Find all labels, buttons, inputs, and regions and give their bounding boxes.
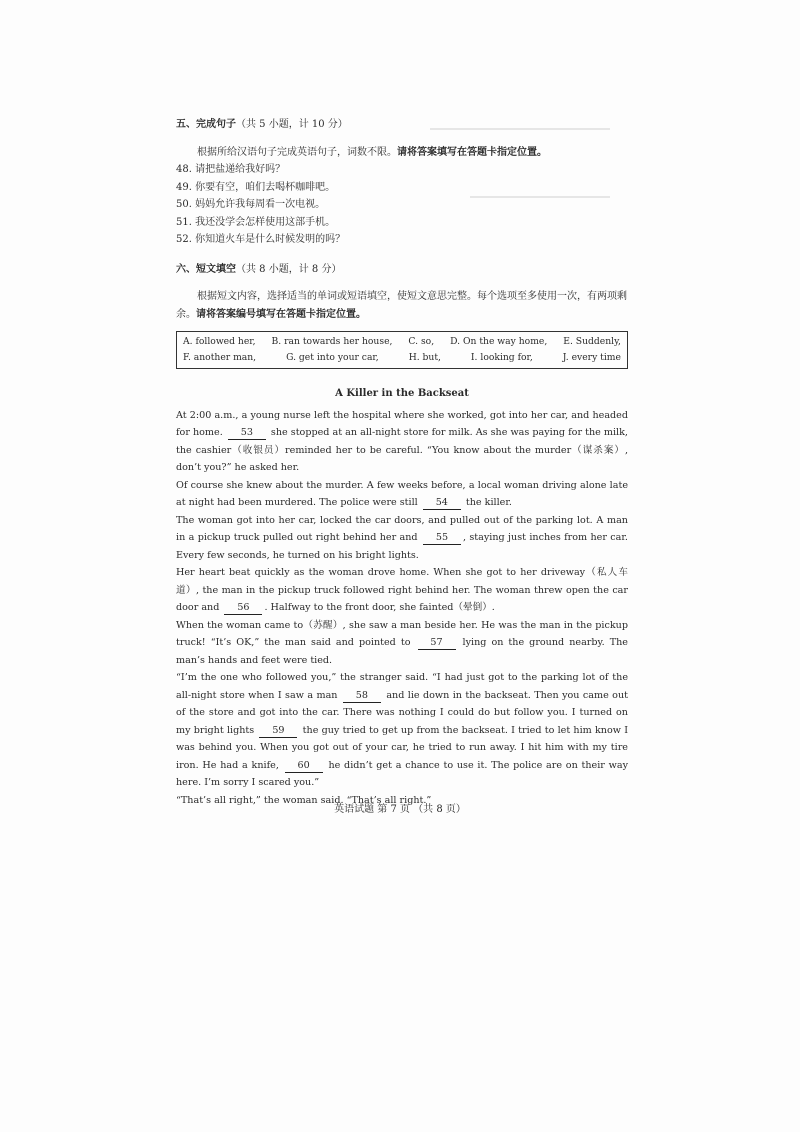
section-5-instruction	[176, 144, 628, 162]
section-6-instruction-bold: 请将答案编号填写在答题卡指定位置。	[196, 308, 366, 320]
blank-53: 53	[228, 427, 266, 440]
page-footer: 英语试题 第 7 页 （共 8 页）	[334, 804, 466, 815]
section-6-heading	[176, 261, 628, 279]
paragraph-text: When the woman came to（苏醒）, she saw a man beside her. He was the man in the pickup truck! “It’s OK,” the man said and pointed to	[176, 619, 628, 648]
blank-54: 54	[423, 497, 461, 510]
section-6-subtitle: （共 8 小题，计 8 分）	[236, 263, 342, 275]
option-f: F. another man,	[183, 352, 257, 363]
passage-paragraph-1	[176, 407, 628, 477]
passage-paragraph-3	[176, 512, 628, 565]
question-51: 51. 我还没学会怎样使用这部手机。	[176, 216, 336, 228]
blank-58: 58	[343, 690, 381, 703]
option-d: D. On the way home,	[450, 336, 548, 347]
passage-title: A Killer in the Backseat	[335, 388, 469, 399]
options-row-1	[183, 334, 621, 350]
option-e: E. Suddenly,	[563, 336, 621, 347]
option-c: C. so,	[408, 336, 435, 347]
passage-paragraph-7: “That’s all right,” the woman said. “That’s all right.”	[176, 794, 432, 806]
blank-57: 57	[418, 637, 456, 650]
section-5-instruction-text: 根据所给汉语句子完成英语句子，词数不限。	[197, 146, 397, 158]
section-5-subtitle: （共 5 小题，计 10 分）	[236, 119, 348, 130]
options-row-2	[183, 350, 621, 366]
option-g: G. get into your car,	[286, 352, 379, 363]
paragraph-text: , staying just inches from her car. Every few seconds, he turned on his bright lights.	[176, 532, 628, 561]
paragraph-text: she stopped at an all-night store for milk. As she was paying for the milk, the cashier（收银员）reminded her to be careful. “You know about the murder（谋杀案）, don’t you?” he asked her.	[176, 427, 628, 473]
blank-59: 59	[259, 725, 297, 738]
question-48: 48. 请把盐递给我好吗？	[176, 164, 286, 175]
option-i: I. looking for,	[470, 352, 533, 363]
option-b: B. ran towards her house,	[271, 336, 393, 347]
passage-paragraph-6	[176, 669, 628, 792]
blank-55: 55	[423, 532, 461, 545]
question-50: 50. 妈妈允许我每周看一次电视。	[176, 199, 326, 210]
passage-paragraph-5	[176, 617, 628, 670]
section-5-questions	[176, 161, 628, 249]
options-box	[176, 331, 628, 369]
paragraph-text: The woman got into her car, locked the car doors, and pulled out of the parking lot. A man in a pickup truck pulled out right behind her and	[176, 514, 628, 543]
exam-content	[176, 116, 628, 809]
paragraph-text: the guy tried to get up from the backseat. I tried to let him know I was behind you. When you got out of your car, he tried to run away. I hit him with my tire iron. He had a knife,	[176, 724, 628, 771]
question-52: 52. 你知道火车是什么时候发明的吗？	[176, 234, 346, 245]
paragraph-text: At 2:00 a.m., a young nurse left the hospital where she worked, got into her car, and headed for home.	[176, 409, 628, 438]
question-49: 49. 你要有空，咱们去喝杯咖啡吧。	[176, 181, 336, 193]
section-5-heading	[176, 116, 628, 134]
section-5-instruction-bold: 请将答案填写在答题卡指定位置。	[397, 146, 547, 158]
section-6-instruction-text: 根据短文内容，选择适当的单词或短语填空，使短文意思完整。每个选项至多使用一次，有两项剩余。	[176, 291, 627, 320]
passage-paragraph-4	[176, 564, 628, 617]
passage-paragraph-2	[176, 477, 628, 512]
paragraph-text: and lie down in the backseat. Then you came out of the store and got into the car. There was nothing I could do but follow you. I turned on my bright lights	[176, 689, 628, 736]
section-5-title: 五、完成句子	[176, 119, 236, 130]
blank-56: 56	[224, 602, 262, 615]
blank-60: 60	[285, 760, 323, 773]
option-j: J. every time	[562, 352, 621, 363]
paragraph-text: the killer.	[465, 497, 512, 508]
section-6-instruction	[176, 288, 628, 323]
option-a: A. followed her,	[183, 336, 256, 347]
paragraph-text: he didn’t get a chance to use it. The police are on their way here. I’m sorry I scared you.”	[176, 759, 629, 788]
section-6-title: 六、短文填空	[176, 263, 236, 275]
paragraph-text: . Halfway to the front door, she fainted（晕倒）.	[264, 602, 495, 613]
paragraph-text: Of course she knew about the murder. A few weeks before, a local woman driving alone late at night had been murdered. The police were still	[176, 479, 628, 508]
option-h: H. but,	[408, 352, 441, 363]
paragraph-text: lying on the ground nearby. The man’s hands and feet were tied.	[176, 637, 628, 666]
paragraph-text: Her heart beat quickly as the woman drove home. When she got to her driveway（私人车道）, the man in the pickup truck followed right behind her. The woman threw open the car door and	[176, 567, 628, 613]
paragraph-text: “I’m the one who followed you,” the stranger said. “I had just got to the parking lot of the all-night store when I saw a man	[176, 672, 628, 701]
